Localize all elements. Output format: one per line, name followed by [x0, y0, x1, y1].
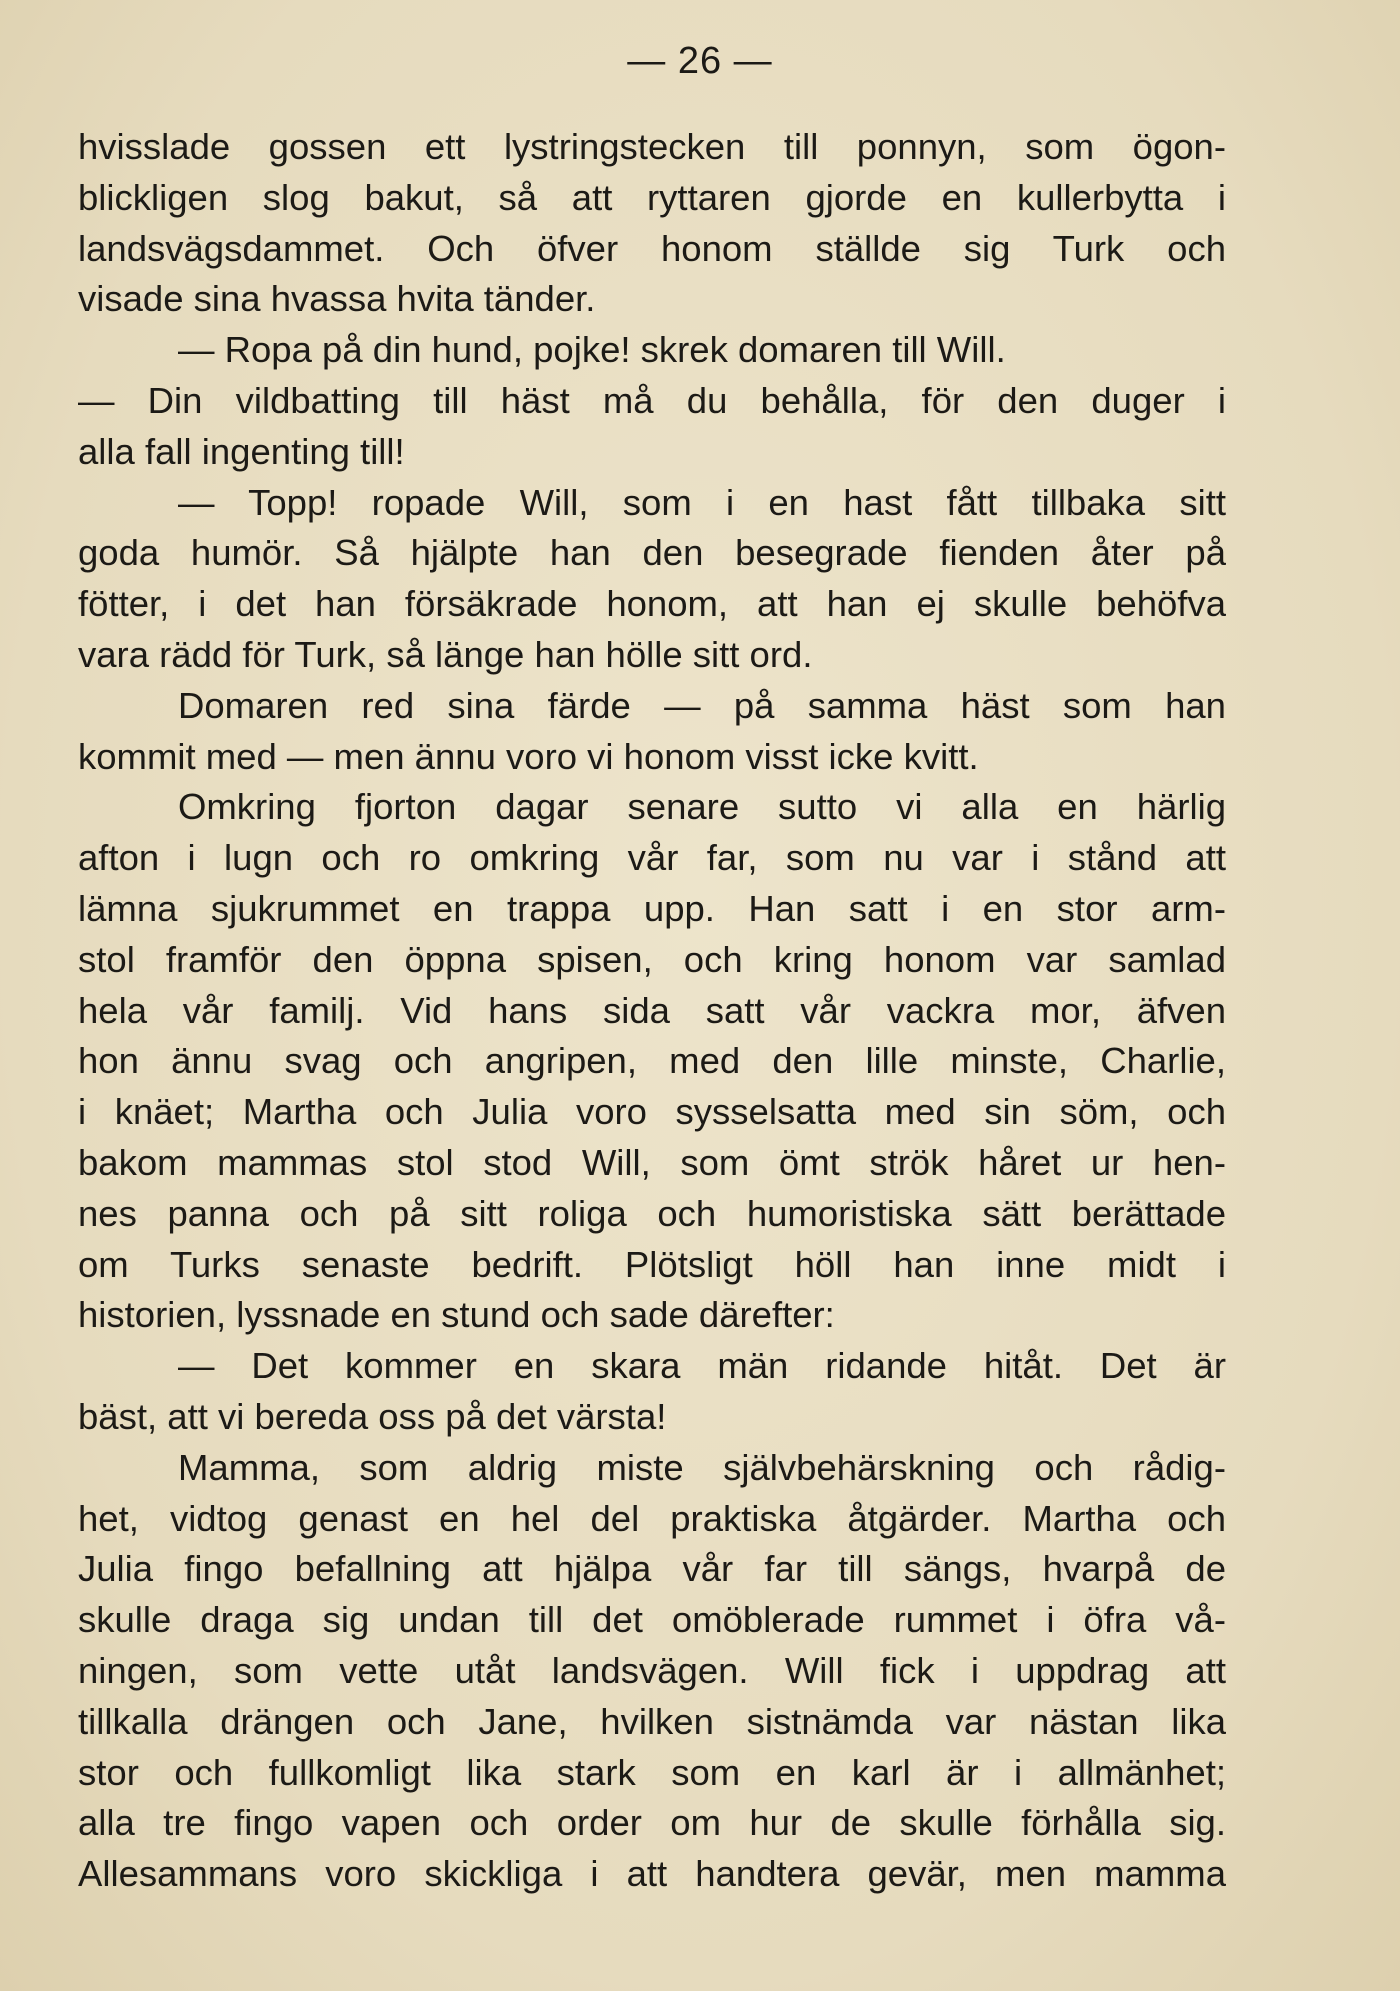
text-line: Julia fingo befallning att hjälpa vår far till sängs, hvarpå de	[78, 1548, 1226, 1590]
text-line: nes panna och på sitt roliga och humoristiska sätt berättade	[78, 1192, 1226, 1234]
text-line: skulle draga sig undan till det omöblerade rummet i öfra vå-	[78, 1599, 1226, 1641]
text-line: alla fall ingenting till!	[78, 430, 405, 472]
text-line: lämna sjukrummet en trappa upp. Han satt i en stor arm-	[78, 887, 1226, 929]
text-line: Mamma, som aldrig miste självbehärskning och rådig-	[178, 1446, 1226, 1488]
text-line: blickligen slog bakut, så att ryttaren gjorde en kullerbytta i	[78, 176, 1226, 218]
text-line: het, vidtog genast en hel del praktiska åtgärder. Martha och	[78, 1497, 1226, 1539]
text-line: Omkring fjorton dagar senare sutto vi alla en härlig	[178, 786, 1226, 828]
text-line: stol framför den öppna spisen, och kring honom var samlad	[78, 938, 1226, 980]
text-line: goda humör. Så hjälpte han den besegrade fienden åter på	[78, 532, 1226, 574]
text-line: i knäet; Martha och Julia voro sysselsatta med sin söm, och	[78, 1091, 1226, 1133]
text-line: — Det kommer en skara män ridande hitåt. Det är	[178, 1345, 1226, 1387]
text-line: hela vår familj. Vid hans sida satt vår vackra mor, äfven	[78, 989, 1226, 1031]
text-line: bakom mammas stol stod Will, som ömt strök håret ur hen-	[78, 1141, 1226, 1183]
text-line: Domaren red sina färde — på samma häst som han	[178, 684, 1226, 726]
text-line: kommit med — men ännu voro vi honom visst icke kvitt.	[78, 735, 979, 777]
text-line: Allesammans voro skickliga i att handtera gevär, men mamma	[78, 1853, 1226, 1895]
text-line: hvisslade gossen ett lystringstecken till ponnyn, som ögon-	[78, 126, 1226, 167]
text-line: alla tre fingo vapen och order om hur de skulle förhålla sig.	[78, 1802, 1226, 1844]
text-line: — Ropa på din hund, pojke! skrek domaren till Will.	[178, 329, 1006, 371]
text-line: fötter, i det han försäkrade honom, att han ej skulle behöfva	[78, 583, 1226, 625]
text-line: bäst, att vi bereda oss på det värsta!	[78, 1395, 667, 1437]
text-line: ningen, som vette utåt landsvägen. Will fick i uppdrag att	[78, 1649, 1226, 1691]
text-line: — Topp! ropade Will, som i en hast fått tillbaka sitt	[178, 481, 1226, 523]
text-line: landsvägsdammet. Och öfver honom ställde sig Turk och	[78, 227, 1226, 269]
text-line: visade sina hvassa hvita tänder.	[78, 278, 596, 320]
text-line: hon ännu svag och angripen, med den lille minste, Charlie,	[78, 1040, 1226, 1082]
text-line: historien, lyssnade en stund och sade därefter:	[78, 1294, 835, 1336]
text-line: afton i lugn och ro omkring vår far, som nu var i stånd att	[78, 837, 1226, 879]
text-line: stor och fullkomligt lika stark som en karl är i allmänhet;	[78, 1751, 1226, 1793]
page-number: — 26 —	[627, 40, 773, 82]
text-line: tillkalla drängen och Jane, hvilken sistnämda var nästan lika	[78, 1700, 1226, 1742]
text-line: — Din vildbatting till häst må du behålla, för den duger i	[78, 379, 1226, 421]
text-line: om Turks senaste bedrift. Plötsligt höll han inne midt i	[78, 1243, 1226, 1285]
text-line: vara rädd för Turk, så länge han hölle sitt ord.	[78, 633, 813, 675]
body-text	[78, 122, 1226, 1900]
